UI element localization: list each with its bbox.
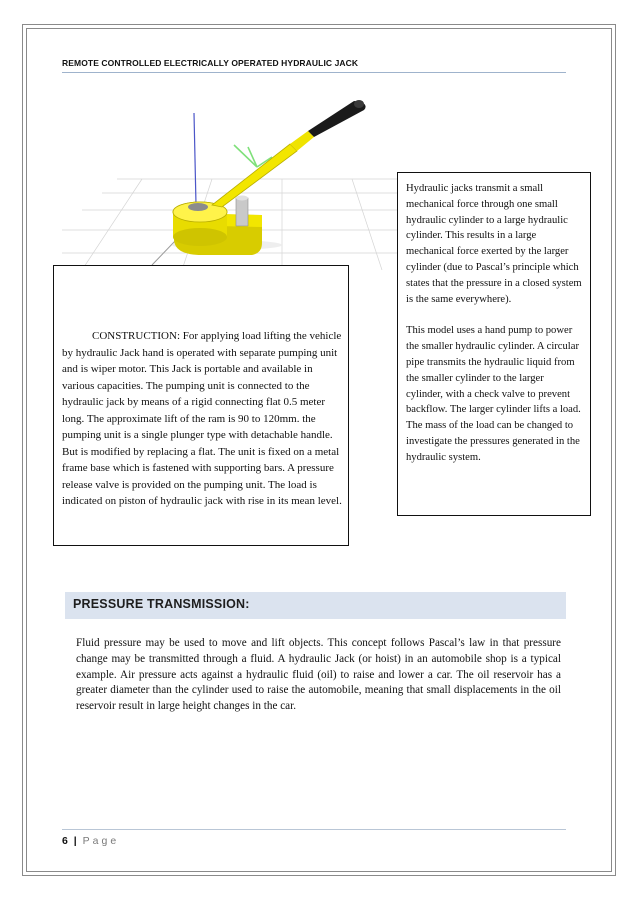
page-footer (62, 835, 119, 847)
page-header: REMOTE CONTROLLED ELECTRICALLY OPERATED HYDRAULIC JACK (62, 58, 359, 68)
axis-z (194, 113, 196, 205)
pump-plunger (236, 196, 248, 227)
header-rule (62, 72, 566, 73)
info-paragraph-2: This model uses a hand pump to power the smaller hydraulic cylinder. A circular pipe transmits the hydraulic liquid from the smaller cylinder to the larger cylinder, with a check valve to prevent backflow. The larger cylinder lifts a load. The mass of the load can be changed to investigate the pressures generated in the hydraulic system. (406, 325, 581, 463)
section-body: Fluid pressure may be used to move and lift objects. This concept follows Pascal’s law in that pressure change may be transmitted through a fluid. A hydraulic Jack (or hoist) in an automobile shop is a typical example. Air pressure acts against a hydraulic fluid (oil) to raise and lower a car. The oil reservoir has a greater diameter than the cylinder used to raise the automobile, meaning that small displacements in the oil reservoir result in large height changes in the car. (76, 637, 561, 713)
info-paragraph-1: Hydraulic jacks transmit a small mechanical force through one small hydraulic cylinder to a large hydraulic cylinder. This results in a large mechanical force exerted by the larger cylinder (due to Pascal’s principle which states that the pressure in a closed system is the same everywhere). (406, 183, 582, 305)
page-number: 6 (62, 835, 68, 847)
jack-handle (212, 100, 366, 207)
page-word: Page (82, 835, 120, 847)
info-box-right (397, 172, 591, 516)
construction-text: CONSTRUCTION: For applying load lifting the vehicle by hydraulic Jack hand is operated with separate pumping unit and is wiper motor. This Jack is portable and available in various capacities. The pumping unit is connected to the hydraulic jack by means of a rigid connecting flat 0.5 meter long. The approximate lift of the ram is 90 to 120mm. the pumping unit is a single plunger type with detachable handle. But is modified by replacing a flat. The unit is fixed on a metal frame base which is fastened with supporting bars. A pressure release valve is provided on the pumping unit. The load is indicated on piston of hydraulic jack with rise in its mean level. (62, 330, 342, 507)
construction-box (53, 265, 349, 546)
section-heading: PRESSURE TRANSMISSION: (65, 592, 566, 619)
footer-separator: | (73, 835, 77, 847)
footer-rule (62, 829, 566, 830)
